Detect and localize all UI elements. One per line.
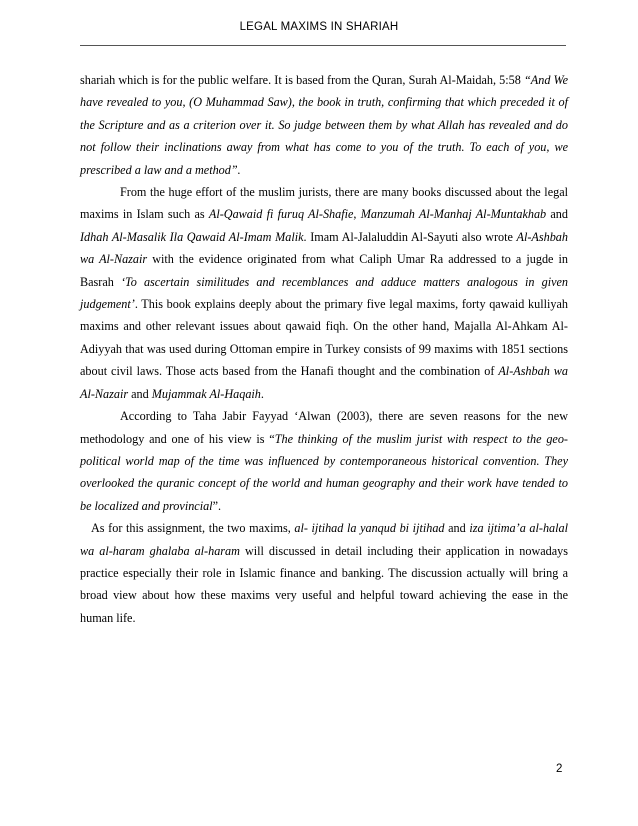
- text-run: From the huge effort of the muslim jurists, there are many books discussed about the legal maxims in Islam such as: [80, 185, 568, 222]
- page-number: 2: [556, 763, 563, 775]
- italic-text: Al-Ashbah wa Al-Nazair: [80, 229, 568, 267]
- text-run: and: [128, 386, 152, 401]
- italic-text: “And We have revealed to you, (O Muhammad Saw), the book in truth, confirming that which preceded it of the Scripture and as a criterion over it. So judge between them by what Allah has revealed and do not follow their inclinations away from what has come to you of the truth. To each of you, we prescribed a law and a method”.: [80, 73, 569, 177]
- text-run: .: [260, 386, 264, 401]
- paragraph: [80, 405, 568, 517]
- page-header: LEGAL MAXIMS IN SHARIAH: [239, 21, 399, 33]
- paragraph: [80, 517, 568, 629]
- paragraph: [80, 181, 568, 405]
- text-run: . This book explains deeply about the primary five legal maxims, forty qawaid kulliyah maxims and other relevant issues about qawaid fiqh. On the other hand, Majalla Al-Ahkam Al-Adiyyah that was used during Ottoman empire in Turkey consists of 99 maxims with 1851 sections about civil laws. Those acts based from the Hanafi thought and the combination of: [80, 297, 568, 379]
- document-body: [80, 69, 568, 629]
- text-run: and: [546, 207, 568, 222]
- text-run: and: [444, 521, 470, 536]
- text-run: According to Taha Jabir Fayyad ‘Alwan (2003), there are seven reasons for the new methodology and one of his view is “: [80, 409, 568, 446]
- italic-text: al- ijtihad la yanqud bi ijtihad: [294, 521, 445, 536]
- italic-text: The thinking of the muslim jurist with respect to the geo-political world map of the time was influenced by contemporaneous historical convention. They overlooked the quranic concept of the world and human geography and their work have tended to be localized and provincial: [80, 431, 568, 513]
- italic-text: Manzumah Al-Manhaj Al-Muntakhab: [360, 207, 547, 222]
- header-divider: [80, 45, 566, 46]
- text-run: with the evidence originated from what Caliph Umar Ra addressed to a jugde in Basrah: [80, 252, 568, 289]
- italic-text: Mujammak Al-Haqaih: [151, 386, 261, 401]
- text-run: will discussed in detail including their application in nowadays practice especially their role in Islamic finance and banking. The discussion actually will bring a broad view about how these maxims very useful and helpful toward achieving the ease in the human life.: [80, 543, 568, 625]
- text-run: ”.: [212, 498, 222, 513]
- text-run: As for this assignment, the two maxims,: [91, 521, 295, 536]
- text-run: ,: [353, 207, 361, 222]
- italic-text: Idhah Al-Masalik Ila Qawaid Al-Imam Malik: [80, 229, 304, 244]
- italic-text: Al-Ashbah wa Al-Nazair: [80, 364, 568, 401]
- paragraph: [80, 69, 568, 181]
- italic-text: iza ijtima’a al-halal wa al-haram ghalaba al-haram: [80, 521, 569, 558]
- text-run: . Imam Al-Jalaluddin Al-Sayuti also wrote: [303, 229, 517, 244]
- italic-text: ‘To ascertain similitudes and recemblances and adduce matters analogous in given judgement’: [80, 274, 568, 312]
- italic-text: Al-Qawaid fi furuq Al-Shafie: [208, 207, 354, 222]
- text-run: shariah which is for the public welfare. It is based from the Quran, Surah Al-Maidah, 5:58: [80, 73, 524, 87]
